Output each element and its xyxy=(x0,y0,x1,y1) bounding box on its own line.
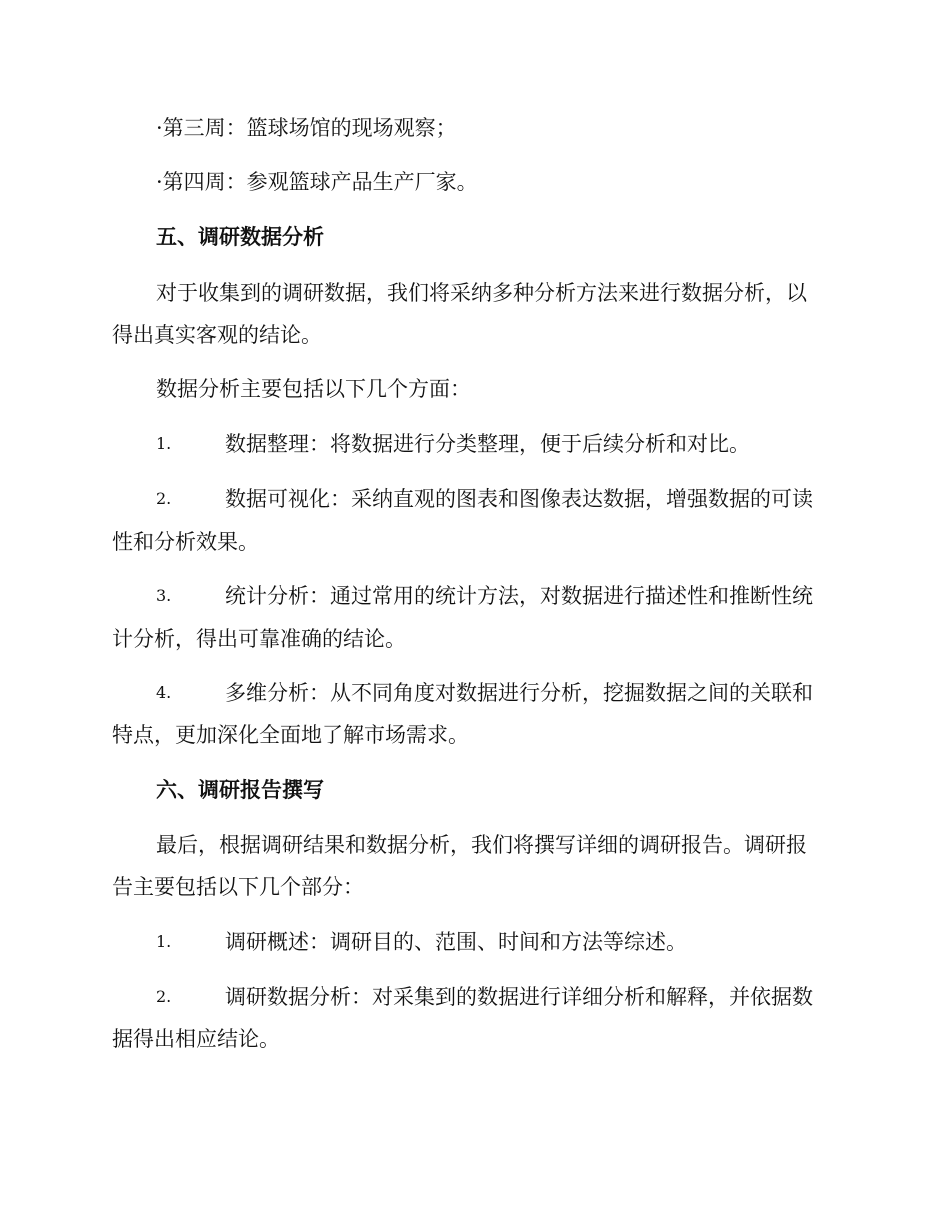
section5-item3-text-cont: 计分析，得出可靠准确的结论。 xyxy=(112,627,406,651)
section5-item3-text: 统计分析：通过常用的统计方法，对数据进行描述性和推断性统 xyxy=(225,584,813,608)
bullet-week3-text: ·第三周：篮球场馆的现场观察； xyxy=(156,116,457,140)
section6-para1-line1-text: 最后，根据调研结果和数据分析，我们将撰写详细的调研报告。调研报 xyxy=(156,833,807,857)
section6-item2-text-cont: 据得出相应结论。 xyxy=(112,1027,280,1051)
section5-item3-number: 3. xyxy=(156,586,172,605)
section6-heading-text: 六、调研报告撰写 xyxy=(156,777,324,802)
section5-para2-text: 数据分析主要包括以下几个方面： xyxy=(156,377,471,401)
section6-item2-text: 调研数据分析：对采集到的数据进行详细分析和解释，并依据数 xyxy=(225,985,813,1009)
section5-item1-text: 数据整理：将数据进行分类整理，便于后续分析和对比。 xyxy=(225,432,750,456)
section6-para1-line2-text: 告主要包括以下几个部分： xyxy=(112,875,364,899)
section6-item2-number: 2. xyxy=(156,987,172,1006)
section5-para1-line1-text: 对于收集到的调研数据，我们将采纳多种分析方法来进行数据分析，以 xyxy=(156,281,807,305)
section5-item2-text: 数据可视化：采纳直观的图表和图像表达数据，增强数据的可读 xyxy=(225,487,813,511)
section6-item1-text: 调研概述：调研目的、范围、时间和方法等综述。 xyxy=(225,930,687,954)
section5-item4-text-cont: 特点，更加深化全面地了解市场需求。 xyxy=(112,723,469,747)
section5-heading-text: 五、调研数据分析 xyxy=(156,224,324,249)
section5-item2-text-cont: 性和分析效果。 xyxy=(112,530,259,554)
section5-item4-text: 多维分析：从不同角度对数据进行分析，挖掘数据之间的关联和 xyxy=(225,681,813,705)
section5-item1-number: 1. xyxy=(156,434,172,453)
section6-item1-number: 1. xyxy=(156,932,172,951)
section5-item2-number: 2. xyxy=(156,489,172,508)
section5-para1-line2-text: 得出真实客观的结论。 xyxy=(112,323,322,347)
section5-item4-number: 4. xyxy=(156,683,172,702)
bullet-week4-text: ·第四周：参观篮球产品生产厂家。 xyxy=(156,170,478,194)
